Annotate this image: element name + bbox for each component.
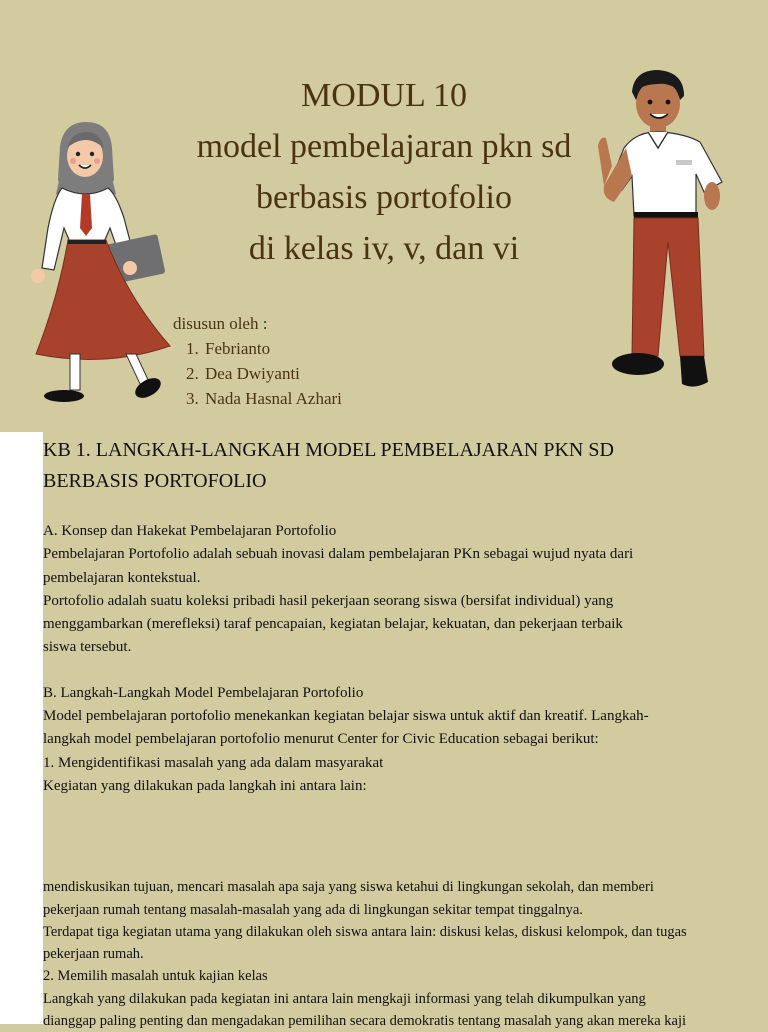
kb-heading-line: BERBASIS PORTOFOLIO — [43, 470, 267, 492]
paragraph-line: langkah model pembelajaran portofolio menurut Center for Civic Education sebagai berikut: — [43, 731, 599, 748]
module-title — [150, 70, 618, 274]
section-a-heading: A. Konsep dan Hakekat Pembelajaran Portofolio — [43, 523, 337, 539]
author-item: 1. Febrianto — [203, 336, 342, 361]
page-margin-strip — [0, 432, 43, 1024]
authors-block — [173, 311, 342, 411]
paragraph-line: mendiskusikan tujuan, mencari masalah apa saja yang siswa ketahui di lingkungan sekolah, dan memberi — [43, 879, 654, 896]
paragraph-line: siswa tersebut. — [43, 639, 132, 656]
paragraph-line: 2. Memilih masalah untuk kajian kelas — [43, 968, 268, 985]
authors-list — [173, 336, 342, 411]
author-item: 3. Nada Hasnal Azhari — [203, 386, 342, 411]
authors-label: disusun oleh : — [173, 314, 268, 333]
section-b-heading: B. Langkah-Langkah Model Pembelajaran Portofolio — [43, 684, 364, 701]
paragraph-line: Portofolio adalah suatu koleksi pribadi hasil pekerjaan seorang siswa (bersifat individual) yang — [43, 592, 614, 609]
section-a — [43, 520, 763, 660]
kb-heading-line: KB 1. LANGKAH-LANGKAH MODEL PEMBELAJARAN PKN SD — [43, 439, 614, 461]
paragraph-line: menggambarkan (merefleksi) taraf pencapaian, kegiatan belajar, kekuatan, dan pekerjaan terbaik — [43, 616, 623, 633]
author-item: 2. Dea Dwiyanti — [203, 361, 342, 386]
paragraph-line: pekerjaan rumah. — [43, 946, 144, 963]
paragraph-line: Model pembelajaran portofolio menekankan kegiatan belajar siswa untuk aktif dan kreatif. Langkah- — [43, 708, 649, 725]
paragraph-line: pekerjaan rumah tentang masalah-masalah yang ada di lingkungan sekitar tempat tinggalnya. — [43, 901, 583, 918]
title-line: MODUL 10 — [301, 77, 467, 114]
paragraph-line: Kegiatan yang dilakukan pada langkah ini antara lain: — [43, 777, 367, 794]
document-body — [43, 432, 763, 1032]
paragraph-line: pembelajaran kontekstual. — [43, 569, 201, 586]
paragraph-line: 1. Mengidentifikasi masalah yang ada dalam masyarakat — [43, 754, 384, 771]
paragraph-line: dianggap paling penting dan mengadakan pemilihan secara demokratis tentang masalah yang akan mereka kaji — [43, 1013, 686, 1030]
paragraph-line: Terdapat tiga kegiatan utama yang dilakukan oleh siswa antara lain: diskusi kelas, diskusi kelompok, dan tugas — [43, 923, 687, 940]
title-line: di kelas iv, v, dan vi — [248, 230, 520, 267]
paragraph-line: Pembelajaran Portofolio adalah sebuah inovasi dalam pembelajaran PKn sebagai wujud nyata dari — [43, 546, 634, 563]
section-b — [43, 682, 763, 1032]
cover-page — [0, 0, 768, 432]
kb-heading — [43, 435, 763, 497]
title-line: model pembelajaran pkn sd — [196, 128, 572, 165]
title-line: berbasis portofolio — [256, 179, 512, 216]
paragraph-line: Langkah yang dilakukan pada kegiatan ini antara lain mengkaji informasi yang telah dikumpulkan yang — [43, 990, 646, 1007]
student-boy-illustration — [596, 66, 731, 392]
